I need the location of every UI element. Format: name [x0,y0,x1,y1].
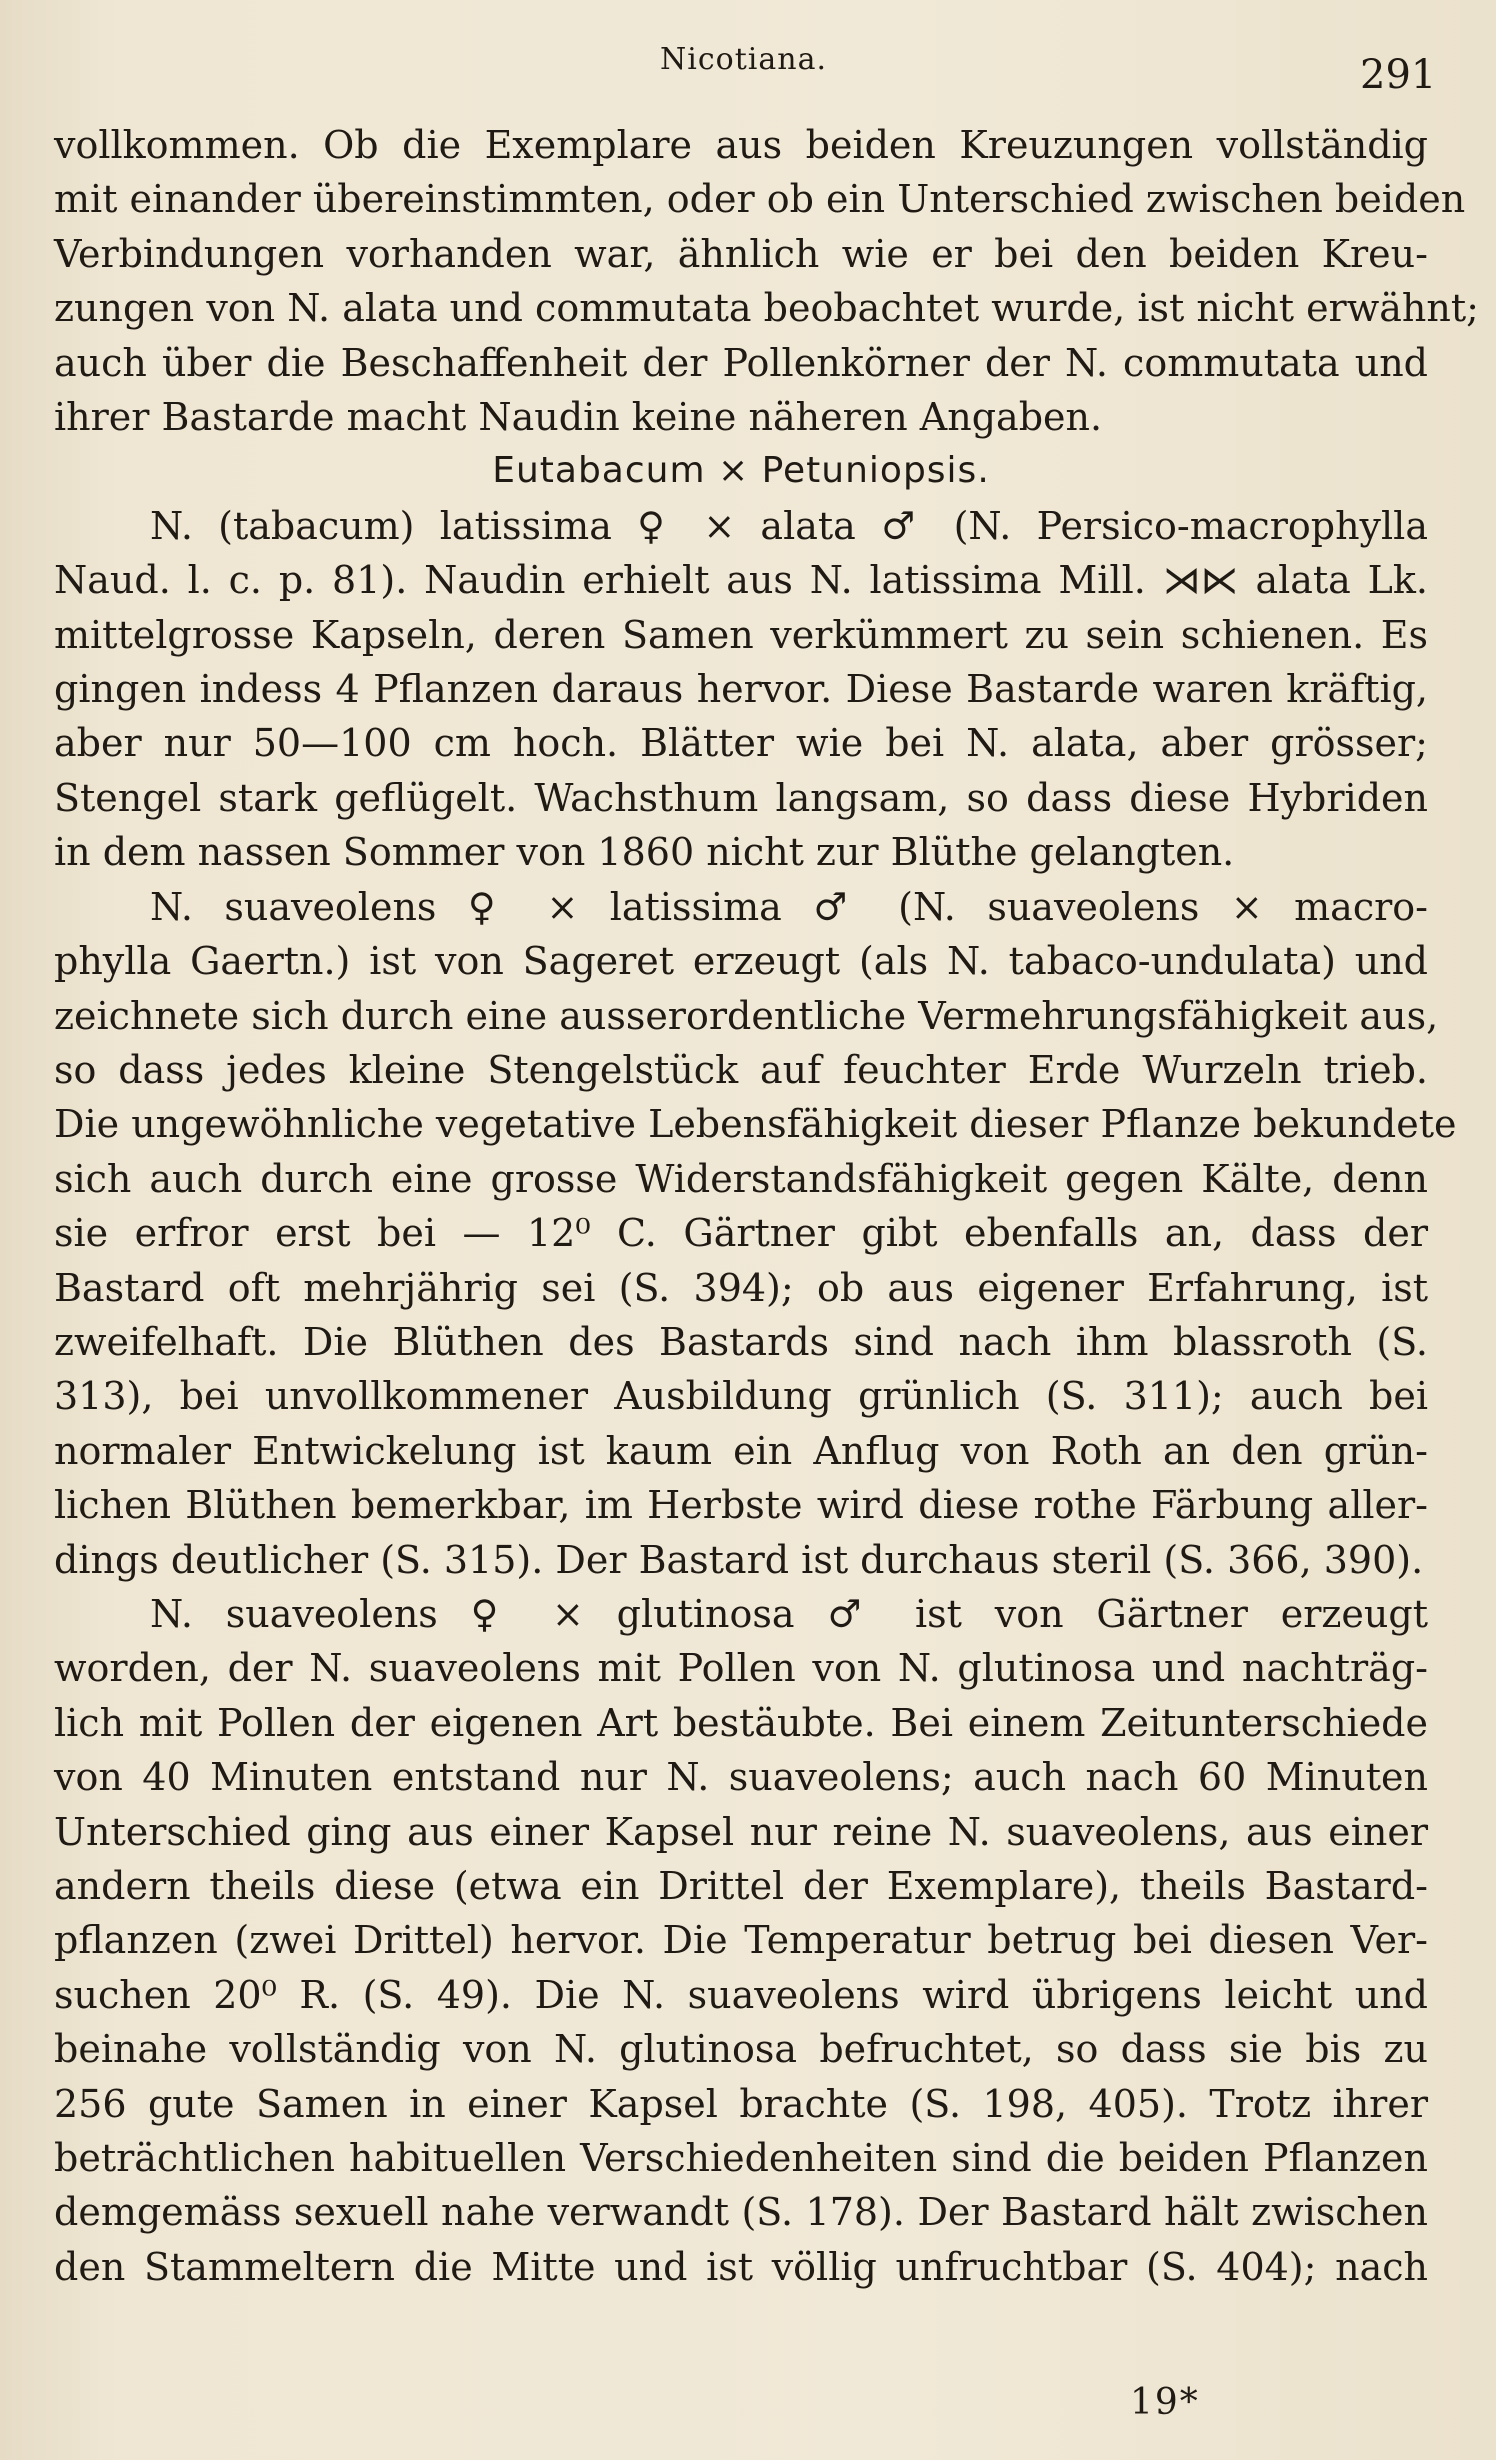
text-line: von 40 Minuten entstand nur N. suaveolens; auch nach 60 Minuten [54,1755,1428,1800]
text-line: worden, der N. suaveolens mit Pollen von N. glutinosa und nachträg- [54,1646,1428,1691]
text-line: zweifelhaft. Die Blüthen des Bastards sind nach ihm blassroth (S. [54,1319,1428,1364]
text-line: andern theils diese (etwa ein Drittel der Exemplare), theils Bastard- [54,1864,1428,1908]
text-line: N. (tabacum) latissima ♀ × alata ♂ (N. Persico-macrophylla [150,503,1428,548]
text-line: N. suaveolens ♀ × latissima ♂ (N. suaveolens × macro- [150,884,1428,929]
text-line: dings deutlicher (S. 315). Der Bastard ist durchaus steril (S. 366, 390). [54,1537,1424,1582]
text-line: Bastard oft mehrjährig sei (S. 394); ob aus eigener Erfahrung, ist [54,1265,1428,1310]
paragraph-latissima-alata [54,499,1428,880]
text-line: beträchtlichen habituellen Verschiedenheiten sind die beiden Pflanzen [54,2136,1428,2181]
text-line: ihrer Bastarde macht Naudin keine näheren Angaben. [54,395,1103,440]
text-line: mittelgrosse Kapseln, deren Samen verkümmert zu sein schienen. Es [54,612,1428,657]
text-line: vollkommen. Ob die Exemplare aus beiden Kreuzungen vollständig [54,123,1428,167]
text-line: normaler Entwickelung ist kaum ein Anflug von Roth an den grün- [54,1428,1428,1473]
text-line: gingen indess 4 Pflanzen daraus hervor. Diese Bastarde waren kräftig, [54,667,1428,712]
text-line: sich auch durch eine grosse Widerstandsfähigkeit gegen Kälte, denn [54,1156,1428,1201]
signature-mark: 19* [1130,2382,1200,2423]
text-line: phylla Gaertn.) ist von Sageret erzeugt (als N. tabaco-undulata) und [54,939,1428,984]
text-line: suchen 20⁰ R. (S. 49). Die N. suaveolens wird übrigens leicht und [54,1972,1428,2017]
text-line: Die ungewöhnliche vegetative Lebensfähigkeit dieser Pflanze bekundete [54,1102,1457,1147]
paragraph-suaveolens-latissima [54,880,1457,1587]
text-line: 256 gute Samen in einer Kapsel brachte (S. 198, 405). Trotz ihrer [54,2081,1428,2126]
text-line: beinahe vollständig von N. glutinosa befruchtet, so dass sie bis zu [54,2027,1428,2072]
text-line: demgemäss sexuell nahe verwandt (S. 178). Der Bastard hält zwischen [54,2190,1428,2235]
text-line: den Stammeltern die Mitte und ist völlig unfruchtbar (S. 404); nach [54,2244,1428,2289]
text-line: zungen von N. alata und commutata beobachtet wurde, ist nicht erwähnt; [54,286,1479,331]
text-line: sie erfror erst bei — 12⁰ C. Gärtner gibt ebenfalls an, dass der [54,1211,1428,1256]
text-line: in dem nassen Sommer von 1860 nicht zur Blüthe gelangten. [54,830,1235,875]
text-line: auch über die Beschaffenheit der Pollenkörner der N. commutata und [54,340,1428,385]
text-line: Stengel stark geflügelt. Wachsthum langsam, so dass diese Hybriden [54,775,1428,820]
text-line: Unterschied ging aus einer Kapsel nur reine N. suaveolens, aus einer [54,1809,1428,1854]
running-head: Nicotiana. [660,42,827,77]
text-line: zeichnete sich durch eine ausserordentliche Vermehrungsfähigkeit aus, [54,993,1439,1038]
page-number: 291 [1360,52,1437,98]
text-line: pflanzen (zwei Drittel) hervor. Die Temperatur betrug bei diesen Ver- [54,1918,1428,1963]
text-line: lichen Blüthen bemerkbar, im Herbste wird diese rothe Färbung aller- [54,1483,1428,1528]
page-header [0,30,1496,98]
text-line: lich mit Pollen der eigenen Art bestäubte. Bei einem Zeitunterschiede [54,1700,1428,1745]
text-line: 313), bei unvollkommener Ausbildung grünlich (S. 311); auch bei [54,1374,1428,1419]
text-line: so dass jedes kleine Stengelstück auf feuchter Erde Wurzeln trieb. [54,1047,1428,1092]
text-line: Naud. l. c. p. 81). Naudin erhielt aus N. latissima Mill. ⋊⋉ alata Lk. [54,558,1428,603]
body-text [54,118,1479,2294]
text-line: mit einander übereinstimmten, oder ob ein Unterschied zwischen beiden [54,177,1466,222]
text-line: N. suaveolens ♀ × glutinosa ♂ ist von Gärtner erzeugt [150,1591,1428,1636]
paragraph-continuation [54,118,1479,444]
section-heading: Eutabacum × Petuniopsis. [492,450,990,492]
text-line: Verbindungen vorhanden war, ähnlich wie er bei den beiden Kreu- [54,231,1428,276]
text-line: aber nur 50—100 cm hoch. Blätter wie bei N. alata, aber grösser; [54,721,1428,766]
paragraph-suaveolens-glutinosa [54,1587,1428,2294]
